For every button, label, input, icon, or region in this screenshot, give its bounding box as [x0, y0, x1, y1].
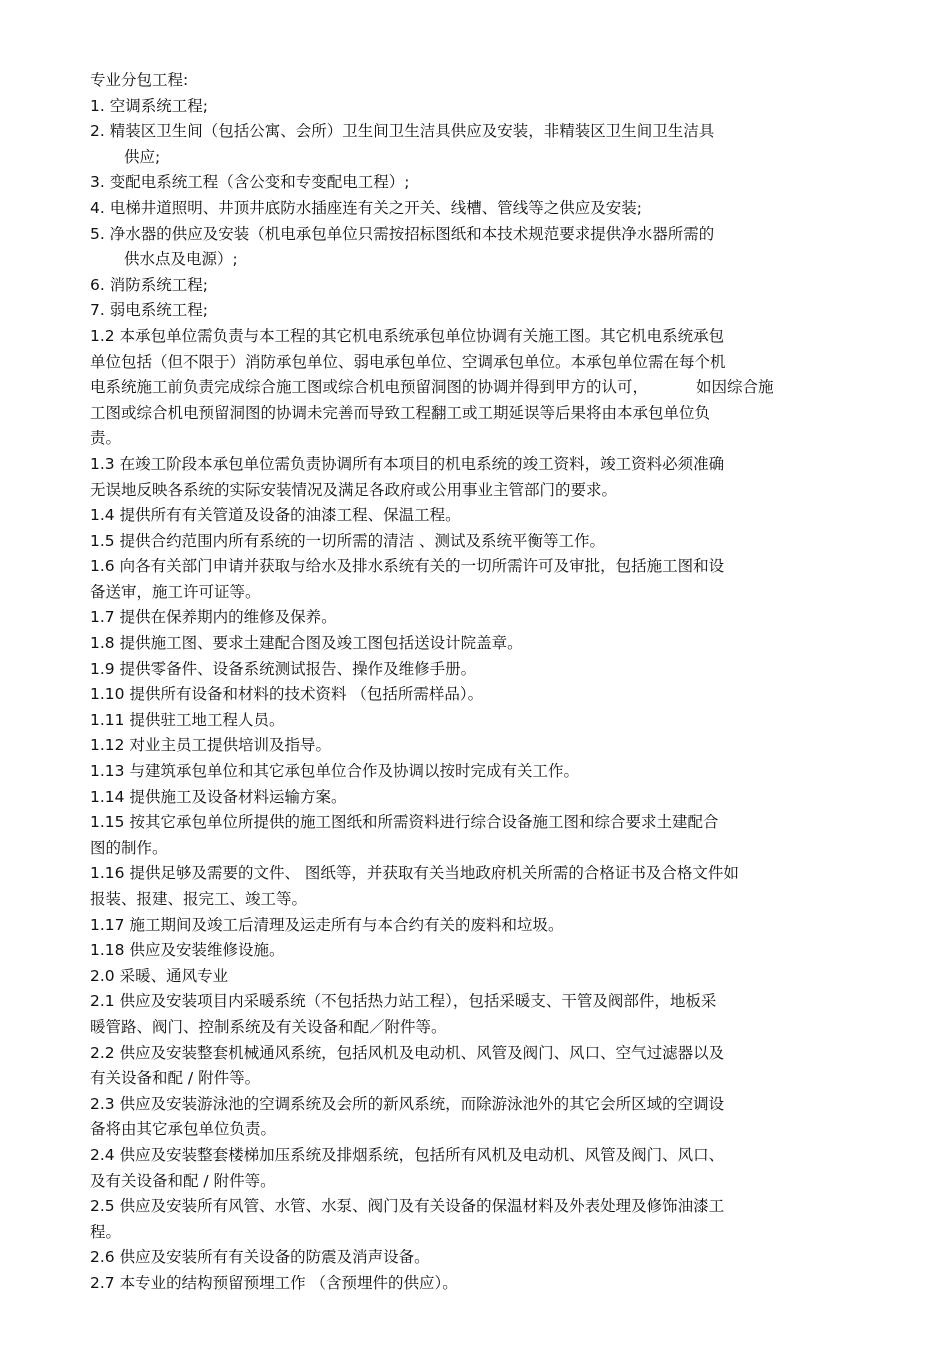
document-body	[90, 68, 870, 1297]
paragraph-line: 备送审，施工许可证等。	[90, 582, 261, 601]
paragraph-line: 单位包括（但不限于）消防承包单位、弱电承包单位、空调承包单位。本承包单位需在每个机	[90, 352, 726, 371]
paragraph-line: 报装、报建、报完工、竣工等。	[90, 890, 308, 908]
paragraph-line: 2.2 供应及安装整套机械通风系统，包括风机及电动机、风管及阀门、风口、空气过滤器以及	[90, 1043, 725, 1062]
paragraph-line: 1.14 提供施工及设备材料运输方案。	[90, 787, 347, 806]
section-heading: 专业分包工程:	[90, 71, 189, 89]
paragraph-line: 2.4 供应及安装整套楼梯加压系统及排烟系统，包括所有风机及电动机、风管及阀门、风口、	[90, 1145, 725, 1164]
section-heading: 2.0 采暖、通风专业	[90, 966, 229, 985]
list-item: 7. 弱电系统工程;	[90, 301, 208, 320]
paragraph-line: 无误地反映各系统的实际安装情况及满足各政府或公用事业主管部门的要求。	[90, 480, 618, 499]
paragraph-line: 1.3 在竣工阶段本承包单位需负责协调所有本项目的机电系统的竣工资料，竣工资料必须准确	[90, 454, 725, 473]
paragraph-line	[90, 375, 870, 401]
list-item: 1. 空调系统工程;	[90, 96, 208, 115]
paragraph-line: 1.4 提供所有有关管道及设备的油漆工程、保温工程。	[90, 506, 461, 525]
paragraph-line: 1.5 提供合约范围内所有系统的一切所需的清洁 、测试及系统平衡等工作。	[90, 531, 606, 550]
list-item-continuation: 供应;	[124, 147, 161, 166]
paragraph-text: 电系统施工前负责完成综合施工图或综合机电预留洞图的协调并得到甲方的认可，	[90, 378, 649, 397]
paragraph-line: 暖管路、阀门、控制系统及有关设备和配／附件等。	[90, 1017, 447, 1036]
list-item: 6. 消防系统工程;	[90, 275, 208, 294]
paragraph-line: 1.7 提供在保养期内的维修及保养。	[90, 608, 337, 627]
paragraph-line: 2.5 供应及安装所有风管、水管、水泵、阀门及有关设备的保温材料及外表处理及修饰油漆工	[90, 1197, 725, 1216]
paragraph-line: 2.1 供应及安装项目内采暖系统（不包括热力站工程），包括采暖支、干管及阀部件，地板采	[90, 992, 717, 1011]
paragraph-line: 1.12 对业主员工提供培训及指导。	[90, 736, 331, 755]
paragraph-line: 有关设备和配 / 附件等。	[90, 1069, 261, 1088]
paragraph-line: 程。	[90, 1222, 122, 1241]
paragraph-line: 2.6 供应及安装所有有关设备的防震及消声设备。	[90, 1248, 430, 1267]
paragraph-line: 1.13 与建筑承包单位和其它承包单位合作及协调以按时完成有关工作。	[90, 762, 579, 781]
paragraph-line: 1.10 提供所有设备和材料的技术资料 （包括所需样品）。	[90, 685, 484, 704]
paragraph-line: 备将由其它承包单位负责。	[90, 1120, 277, 1139]
list-item-continuation: 供水点及电源）;	[124, 250, 238, 269]
paragraph-line: 1.16 提供足够及需要的文件、 图纸等，并获取有关当地政府机关所需的合格证书及合格文件如	[90, 864, 739, 883]
list-item: 4. 电梯井道照明、井顶井底防水插座连有关之开关、线槽、管线等之供应及安装;	[90, 198, 642, 217]
paragraph-line: 工图或综合机电预留洞图的协调未完善而导致工程翻工或工期延误等后果将由本承包单位负	[90, 403, 711, 422]
paragraph-line: 1.9 提供零备件、设备系统测试报告、操作及维修手册。	[90, 659, 477, 678]
paragraph-line: 责。	[90, 429, 122, 448]
paragraph-line: 1.8 提供施工图、要求土建配合图及竣工图包括送设计院盖章。	[90, 634, 523, 653]
paragraph-line: 1.17 施工期间及竣工后清理及运走所有与本合约有关的废料和垃圾。	[90, 915, 564, 934]
list-item: 3. 变配电系统工程（含公变和专变配电工程）;	[90, 173, 410, 192]
paragraph-line: 及有关设备和配 / 附件等。	[90, 1171, 276, 1190]
paragraph-line: 1.2 本承包单位需负责与本工程的其它机电系统承包单位协调有关施工图。其它机电系统承包	[90, 326, 725, 345]
paragraph-line: 2.7 本专业的结构预留预埋工作 （含预埋件的供应）。	[90, 1273, 458, 1292]
paragraph-line: 图的制作。	[90, 838, 168, 857]
paragraph-line: 1.18 供应及安装维修设施。	[90, 941, 285, 960]
paragraph-line: 2.3 供应及安装游泳池的空调系统及会所的新风系统，而除游泳池外的其它会所区域的空调设	[90, 1094, 725, 1113]
paragraph-line: 1.11 提供驻工地工程人员。	[90, 710, 285, 729]
list-item: 5. 净水器的供应及安装（机电承包单位只需按招标图纸和本技术规范要求提供净水器所需的	[90, 224, 715, 243]
paragraph-line: 1.6 向各有关部门申请并获取与给水及排水系统有关的一切所需许可及审批，包括施工图和设	[90, 557, 725, 576]
paragraph-line: 1.15 按其它承包单位所提供的施工图纸和所需资料进行综合设备施工图和综合要求土建配合	[90, 813, 719, 832]
list-item: 2. 精装区卫生间（包括公寓、会所）卫生间卫生洁具供应及安装，非精装区卫生间卫生洁具	[90, 122, 715, 141]
paragraph-text: 如因综合施	[696, 378, 774, 397]
